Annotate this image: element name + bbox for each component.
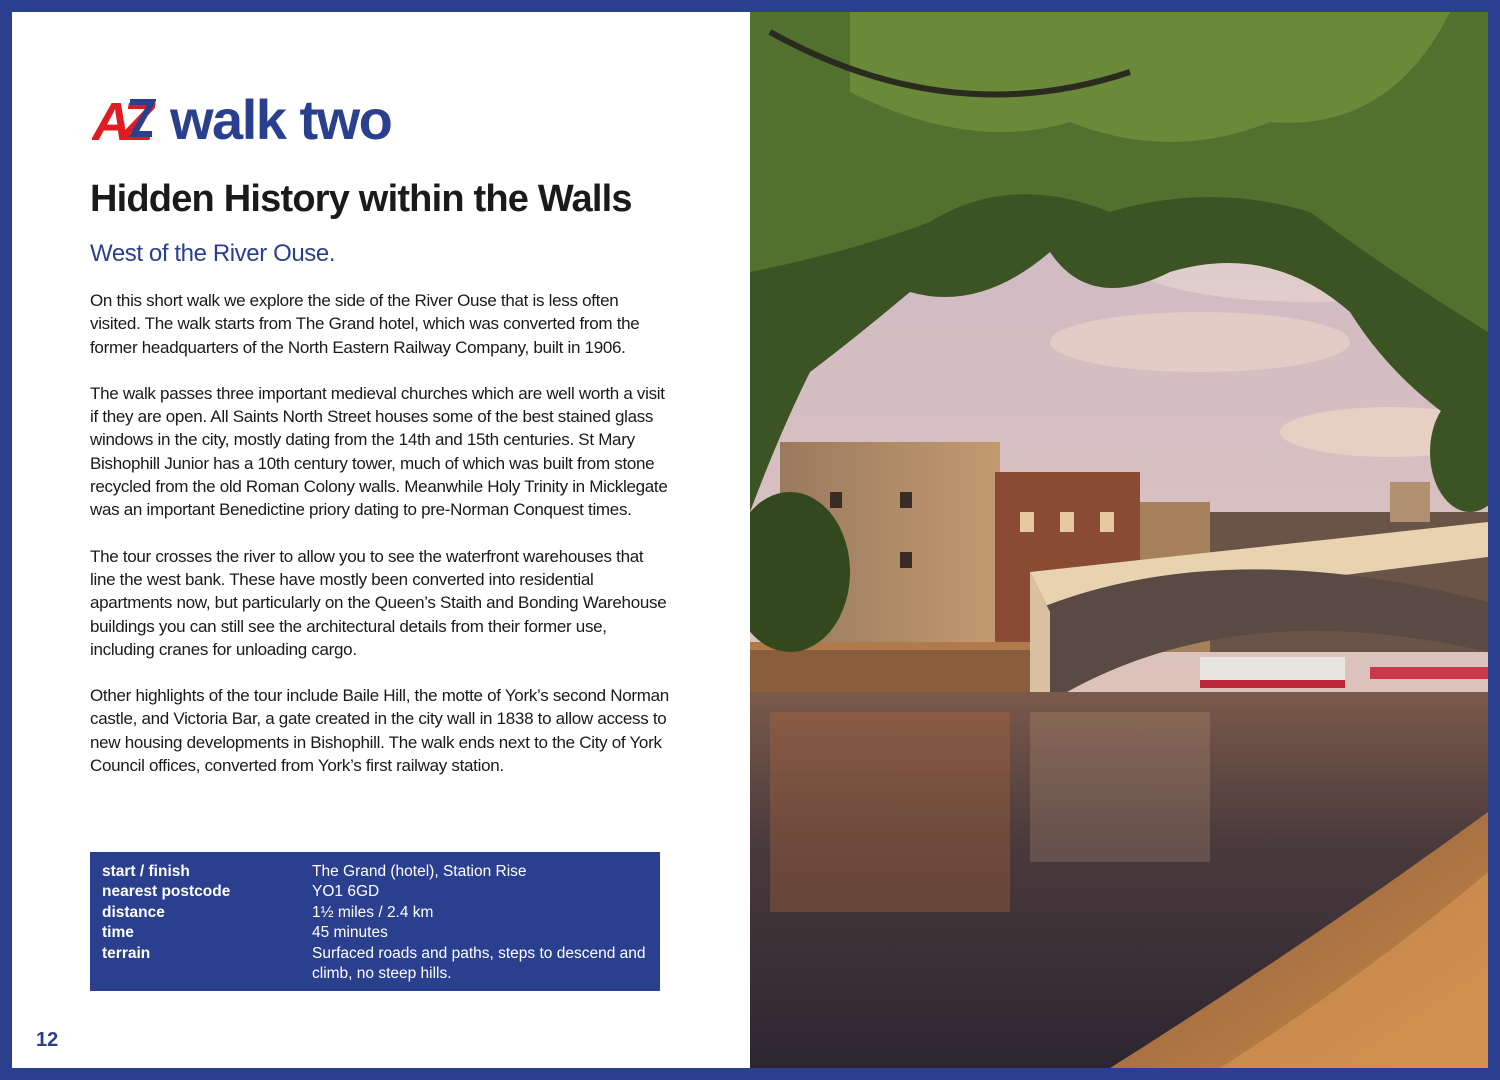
walk-info-box [90, 852, 660, 991]
body-text [90, 289, 672, 800]
paragraph: The walk passes three important medieval churches which are well worth a visit if they are open. All Saints North Street houses some of the best stained glass windows in the city, mostly dating from the 14th and 15th centuries. St Mary Bishophill Junior has a 10th century tower, much of which was built from stone recycled from the old Roman Colony walls. Meanwhile Holy Trinity in Micklegate was an important Benedictine priory dating to pre-Norman Conquest times. [90, 383, 668, 520]
info-label: distance [102, 903, 165, 921]
info-row-distance [102, 903, 648, 923]
info-value: 45 minutes [312, 924, 388, 942]
paragraph: The tour crosses the river to allow you to see the waterfront warehouses that line the west bank. These have mostly been converted into residential apartments now, but particularly on the Queen’s Staith and Bonding Warehouse buildings you can still see the architectural details from their former use, including cranes for unloading cargo. [90, 546, 667, 659]
paragraph: Other highlights of the tour include Baile Hill, the motte of York’s second Norman castle, and Victoria Bar, a gate created in the city wall in 1838 to allow access to new housing developments in Bishophill. The walk ends next to the City of York Council offices, converted from York’s first railway station. [90, 686, 669, 776]
info-row-start [102, 862, 648, 882]
paragraph: On this short walk we explore the side of the River Ouse that is less often visited. The walk starts from The Grand hotel, which was converted from the former headquarters of the North Eastern Railway Company, built in 1906. [90, 291, 640, 357]
info-label: nearest postcode [102, 883, 231, 901]
info-label: terrain [102, 944, 151, 962]
text-page [12, 12, 750, 1068]
info-value: YO1 6GD [312, 883, 380, 901]
info-value: The Grand (hotel), Station Rise [312, 863, 527, 880]
walk-heading [92, 88, 392, 151]
az-logo-text: AZ [92, 92, 144, 148]
info-label: time [102, 924, 134, 942]
info-row-time [102, 923, 648, 943]
page-subtitle: West of the River Ouse. [90, 240, 336, 267]
info-value: Surfaced roads and paths, steps to descend and climb, no steep hills. [312, 944, 646, 983]
river-photo-illustration [750, 12, 1488, 1068]
page-title: Hidden History within the Walls [90, 178, 632, 220]
info-label: start / finish [102, 863, 190, 880]
az-logo [92, 90, 156, 148]
info-row-terrain [102, 944, 648, 985]
info-row-postcode [102, 882, 648, 902]
walk-title: walk two [170, 88, 392, 151]
river-photo [750, 12, 1488, 1068]
info-value: 1½ miles / 2.4 km [312, 903, 434, 921]
page-number: 12 [36, 1029, 59, 1051]
